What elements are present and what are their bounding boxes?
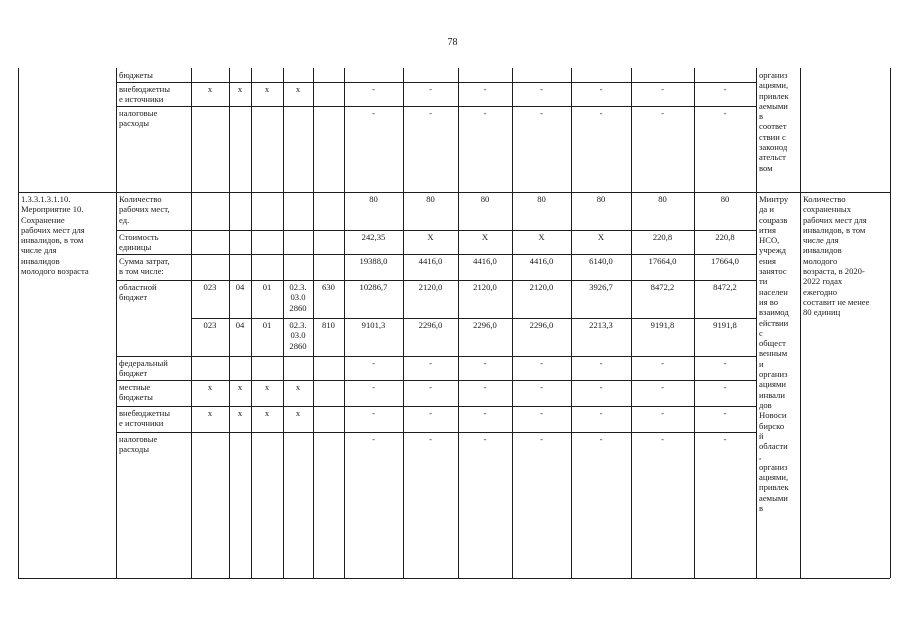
value-cell: - <box>599 84 603 94</box>
value-cell: 80 <box>369 194 378 204</box>
column-line <box>512 68 513 578</box>
code-cell: x <box>295 382 301 392</box>
value-cell: 220,8 <box>715 232 735 242</box>
value-cell: - <box>540 108 543 118</box>
code-cell: x <box>237 408 243 418</box>
value-cell: - <box>540 382 543 392</box>
value-cell: 6140,0 <box>589 256 613 266</box>
column-line <box>756 68 757 578</box>
value-cell: - <box>599 408 603 418</box>
section-divider <box>18 192 890 193</box>
code-cell: x <box>264 382 270 392</box>
value-cell: - <box>483 408 487 418</box>
value-cell: - <box>483 382 487 392</box>
value-cell: - <box>599 434 603 444</box>
value-cell: 2296,0 <box>529 320 554 330</box>
value-cell: - <box>723 108 727 118</box>
column-line <box>403 68 404 578</box>
code-cell: x <box>295 84 301 94</box>
grid-line <box>116 230 756 231</box>
value-cell: 4416,0 <box>529 256 554 266</box>
column-line <box>229 68 230 578</box>
code-cell: x <box>207 408 213 418</box>
value-cell: 8472,2 <box>713 282 737 292</box>
value-cell: - <box>723 84 727 94</box>
value-cell: - <box>483 358 487 368</box>
grid-line <box>116 280 756 281</box>
table-bottom <box>18 578 890 579</box>
value-cell: 2296,0 <box>473 320 497 330</box>
value-cell: - <box>540 434 543 444</box>
executor-cell: Минтру да и соцразв ития НСО, учрежд ения занятос ти населен ия во взаимод ействии с общест венным и организ ациями инвали дов Новоси бирско й области , организ ациями, привлек aемыми в <box>759 194 789 513</box>
code-cell: x <box>207 382 213 392</box>
code-cell: 04 <box>235 282 245 292</box>
value-cell: - <box>599 382 603 392</box>
value-cell: - <box>540 408 543 418</box>
value-cell: 2213,3 <box>589 320 613 330</box>
value-cell: 242,35 <box>361 232 386 242</box>
code-cell: x <box>237 382 243 392</box>
indicator-unit-cost: Стоимость единицы <box>119 232 159 253</box>
value-cell: - <box>483 108 487 118</box>
code-cell: 04 <box>235 320 245 330</box>
value-cell: - <box>540 84 543 94</box>
value-cell: - <box>372 408 375 418</box>
grid-line <box>191 318 756 319</box>
value-cell: 2120,0 <box>473 282 497 292</box>
value-cell: X <box>427 232 434 242</box>
code-cell: 630 <box>322 282 335 292</box>
column-line <box>116 68 117 578</box>
grid-line <box>116 254 756 255</box>
source-label-local: местные бюджеты <box>119 382 153 403</box>
source-label-offbudget: внебюджетны е источники <box>119 84 170 105</box>
column-line <box>191 68 192 578</box>
code-cell: x <box>237 84 243 94</box>
measure-title: 1.3.3.1.3.1.10. Мероприятие 10. Сохранение рабочих мест для инвалидов, в том числе для инвалидов молодого возраста <box>21 194 89 277</box>
value-cell: - <box>599 358 603 368</box>
value-cell: 2120,0 <box>529 282 554 292</box>
value-cell: 2120,0 <box>418 282 443 292</box>
source-label-tax: налоговые расходы <box>119 108 158 129</box>
value-cell: - <box>661 382 664 392</box>
executor-continued: организ ациями, привлек aемыми в соответ ствии с законод ательст вом <box>759 70 789 173</box>
value-cell: - <box>429 434 432 444</box>
grid-line <box>116 356 756 357</box>
value-cell: 220,8 <box>652 232 673 242</box>
expected-result-cell: Количество сохраненных рабочих мест для инвалидов, в том числе для инвалидов молодого возраста, в 2020- 2022 годах ежегодно составит не менее 80 единиц <box>803 194 870 318</box>
column-line <box>251 68 252 578</box>
column-line <box>313 68 314 578</box>
value-cell: - <box>372 434 375 444</box>
value-cell: 17664,0 <box>711 256 739 266</box>
source-label-federal: федеральный бюджет <box>119 358 168 379</box>
value-cell: - <box>599 108 603 118</box>
value-cell: - <box>429 358 432 368</box>
code-cell: 02.3. 03.0 2860 <box>289 282 307 313</box>
value-cell: 9191,8 <box>713 320 737 330</box>
column-line <box>18 68 19 578</box>
code-cell: x <box>207 84 213 94</box>
value-cell: - <box>372 108 375 118</box>
value-cell: 80 <box>537 194 546 204</box>
code-cell: x <box>264 84 270 94</box>
source-label-offbudget: внебюджетны е источники <box>119 408 170 429</box>
value-cell: - <box>723 434 727 444</box>
value-cell: 2296,0 <box>418 320 443 330</box>
code-cell: 023 <box>203 282 217 292</box>
value-cell: 8472,2 <box>650 282 675 292</box>
code-cell: 02.3. 03.0 2860 <box>289 320 307 351</box>
value-cell: 80 <box>658 194 667 204</box>
value-cell: 10286,7 <box>359 282 388 292</box>
code-cell: 01 <box>262 282 272 292</box>
value-cell: 80 <box>720 194 730 204</box>
code-cell: x <box>295 408 301 418</box>
grid-line <box>116 406 756 407</box>
value-cell: - <box>429 382 432 392</box>
value-cell: 80 <box>480 194 490 204</box>
value-cell: - <box>372 358 375 368</box>
value-cell: - <box>723 408 727 418</box>
indicator-quantity: Количество рабочих мест, ед. <box>119 194 170 225</box>
value-cell: - <box>661 84 664 94</box>
value-cell: - <box>372 382 375 392</box>
column-line <box>890 68 891 578</box>
code-cell: 023 <box>203 320 217 330</box>
value-cell: - <box>483 84 487 94</box>
value-cell: - <box>429 408 432 418</box>
value-cell: - <box>540 358 543 368</box>
code-cell: x <box>264 408 270 418</box>
value-cell: - <box>661 434 664 444</box>
source-label-regional: областной бюджет <box>119 282 157 303</box>
column-line <box>694 68 695 578</box>
grid-line <box>116 380 756 381</box>
value-cell: 17664,0 <box>648 256 677 266</box>
code-cell: 01 <box>262 320 272 330</box>
indicator-total-cost: Сумма затрат, в том числе: <box>119 256 170 277</box>
column-line <box>458 68 459 578</box>
value-cell: - <box>483 434 487 444</box>
value-cell: - <box>723 382 727 392</box>
value-cell: X <box>538 232 545 242</box>
value-cell: X <box>597 232 605 242</box>
value-cell: 9191,8 <box>650 320 675 330</box>
column-line <box>800 68 801 578</box>
value-cell: 3926,7 <box>589 282 613 292</box>
code-cell: 810 <box>322 320 335 330</box>
value-cell: X <box>481 232 489 242</box>
page-number: 78 <box>447 37 458 48</box>
column-line <box>631 68 632 578</box>
value-cell: 19388,0 <box>359 256 388 266</box>
grid-line <box>116 432 756 433</box>
source-label-budgets: бюджеты <box>119 70 153 80</box>
value-cell: 4416,0 <box>418 256 443 266</box>
grid-line <box>116 106 756 107</box>
value-cell: - <box>429 84 432 94</box>
value-cell: 4416,0 <box>473 256 497 266</box>
value-cell: - <box>429 108 432 118</box>
value-cell: 80 <box>596 194 606 204</box>
value-cell: 9101,3 <box>361 320 386 330</box>
value-cell: 80 <box>426 194 435 204</box>
column-line <box>344 68 345 578</box>
value-cell: - <box>661 108 664 118</box>
value-cell: - <box>661 358 664 368</box>
value-cell: - <box>661 408 664 418</box>
value-cell: - <box>372 84 375 94</box>
value-cell: - <box>723 358 727 368</box>
column-line <box>571 68 572 578</box>
source-label-tax: налоговые расходы <box>119 434 158 455</box>
column-line <box>283 68 284 578</box>
grid-line <box>116 82 756 83</box>
